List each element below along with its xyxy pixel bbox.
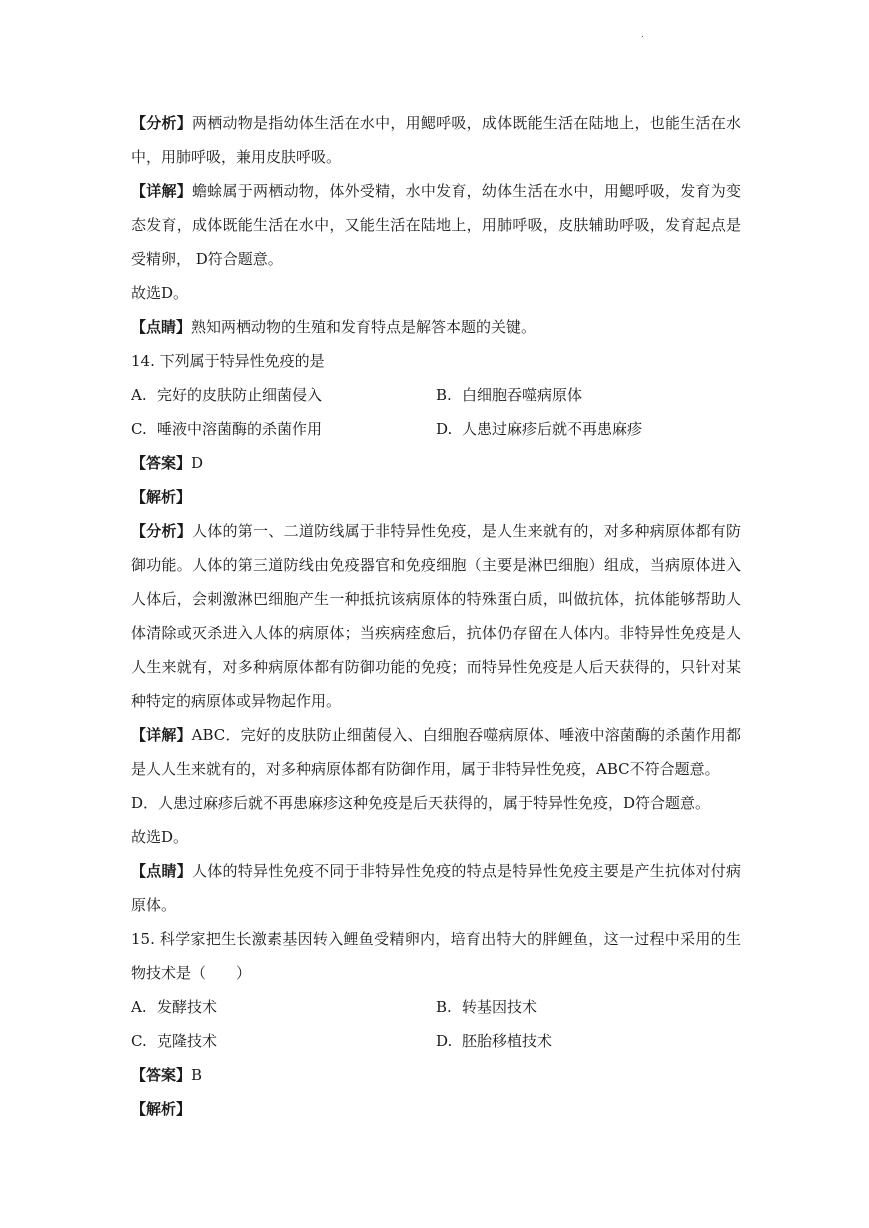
q14-detail-2: D．人患过麻疹后就不再患麻疹这种免疫是后天获得的，属于特异性免疫，D符合题意。 [131, 794, 711, 812]
q14-detail-text: ABC．完好的皮肤防止细菌侵入、白细胞吞噬病原体、唾液中溶菌酶的杀菌作用都是人人生来就有的，对多种病原体都有防御作用，属于非特异性免疫，ABC不符合题意。 [131, 726, 741, 778]
q15-jiexi-tag: 【解析】 [131, 1100, 192, 1118]
q14-choice: 故选D。 [131, 828, 189, 846]
q14-option-b-text: 白细胞吞噬病原体 [462, 386, 583, 404]
q14-option-a [131, 378, 436, 412]
q14-analysis-text: 人体的第一、二道防线属于非特异性免疫，是人生来就有的，对多种病原体都有防御功能。人体的第三道防线由免疫器官和免疫细胞（主要是淋巴细胞）组成，当病原体进入人体后，会刺激淋巴细胞产生一种抵抗该病原体的特殊蛋白质，叫做抗体，抗体能够帮助人体清除或灭杀进入人体的病原体；当疾病痊愈后，抗体仍存留在人体内。非特异性免疫是人人生来就有，对多种病原体都有防御功能的免疫；而特异性免疫是人后天获得的，只针对某种特定的病原体或异物起作用。 [131, 522, 741, 710]
q14-detail-tag: 【详解】 [131, 726, 192, 744]
q14-option-b-letter: B. [436, 386, 452, 404]
q15-options-row-2 [131, 1024, 741, 1058]
q15-option-c-letter: C. [131, 1032, 147, 1050]
q13-comment [131, 310, 741, 344]
q15-answer-tag: 【答案】 [131, 1066, 192, 1084]
q14-option-d [436, 412, 741, 446]
q15-option-d-letter: D. [436, 1032, 453, 1050]
q15-option-b [436, 990, 741, 1024]
q14-option-a-letter: A. [131, 386, 147, 404]
q13-detail-tag: 【详解】 [131, 182, 193, 200]
q14-detail [131, 718, 741, 786]
q14-option-a-text: 完好的皮肤防止细菌侵入 [157, 386, 323, 404]
q14-comment-text: 人体的特异性免疫不同于非特异性免疫的特点是特异性免疫主要是产生抗体对付病原体。 [131, 862, 741, 914]
q14-option-c-text: 唾液中溶菌酶的杀菌作用 [157, 420, 323, 438]
q15-option-a-letter: A. [131, 998, 147, 1016]
q14-jiexi-tag: 【解析】 [131, 488, 192, 506]
document-body [131, 106, 741, 1126]
q15-stem: 15. 科学家把生长激素基因转入鲤鱼受精卵内，培育出特大的胖鲤鱼，这一过程中采用的生物技术是（ ） [131, 930, 741, 982]
q13-analysis [131, 106, 741, 174]
q14-answer-tag: 【答案】 [131, 454, 192, 472]
q14-option-b [436, 378, 741, 412]
q15-answer [131, 1058, 741, 1092]
q13-detail-text: 蟾蜍属于两栖动物，体外受精，水中发育，幼体生活在水中，用鳃呼吸，发育为变态发育，成体既能生活在水中，又能生活在陆地上，用肺呼吸，皮肤辅助呼吸，发育起点是受精卵， D符合题意。 [131, 182, 741, 268]
header-dot: . [641, 30, 644, 40]
q13-analysis-tag: 【分析】 [131, 114, 193, 132]
q15-option-a [131, 990, 436, 1024]
q14-option-d-letter: D. [436, 420, 453, 438]
q14-analysis [131, 514, 741, 718]
q15-option-a-text: 发酵技术 [157, 998, 218, 1016]
q14-option-c [131, 412, 436, 446]
q13-choice: 故选D。 [131, 284, 189, 302]
q13-detail [131, 174, 741, 276]
q14-stem: 14. 下列属于特异性免疫的是 [131, 352, 325, 370]
q15-option-d [436, 1024, 741, 1058]
q13-analysis-text: 两栖动物是指幼体生活在水中，用鳃呼吸，成体既能生活在陆地上，也能生活在水中，用肺呼吸，兼用皮肤呼吸。 [131, 114, 741, 166]
q14-answer [131, 446, 741, 480]
q14-options-row-1 [131, 378, 741, 412]
q14-analysis-tag: 【分析】 [131, 522, 193, 540]
q15-option-c [131, 1024, 436, 1058]
q15-option-b-letter: B. [436, 998, 452, 1016]
q14-comment [131, 854, 741, 922]
q14-comment-tag: 【点睛】 [131, 862, 193, 880]
q14-answer-value: D [191, 454, 204, 472]
q15-answer-value: B [191, 1066, 203, 1084]
q15-option-c-text: 克隆技术 [157, 1032, 218, 1050]
q14-option-c-letter: C. [131, 420, 147, 438]
q15-options-row-1 [131, 990, 741, 1024]
q14-options-row-2 [131, 412, 741, 446]
q13-comment-tag: 【点睛】 [131, 318, 192, 336]
q15-option-b-text: 转基因技术 [462, 998, 538, 1016]
q15-option-d-text: 胚胎移植技术 [462, 1032, 553, 1050]
q13-comment-text: 熟知两栖动物的生殖和发育特点是解答本题的关键。 [191, 318, 537, 336]
q14-option-d-text: 人患过麻疹后就不再患麻疹 [462, 420, 643, 438]
